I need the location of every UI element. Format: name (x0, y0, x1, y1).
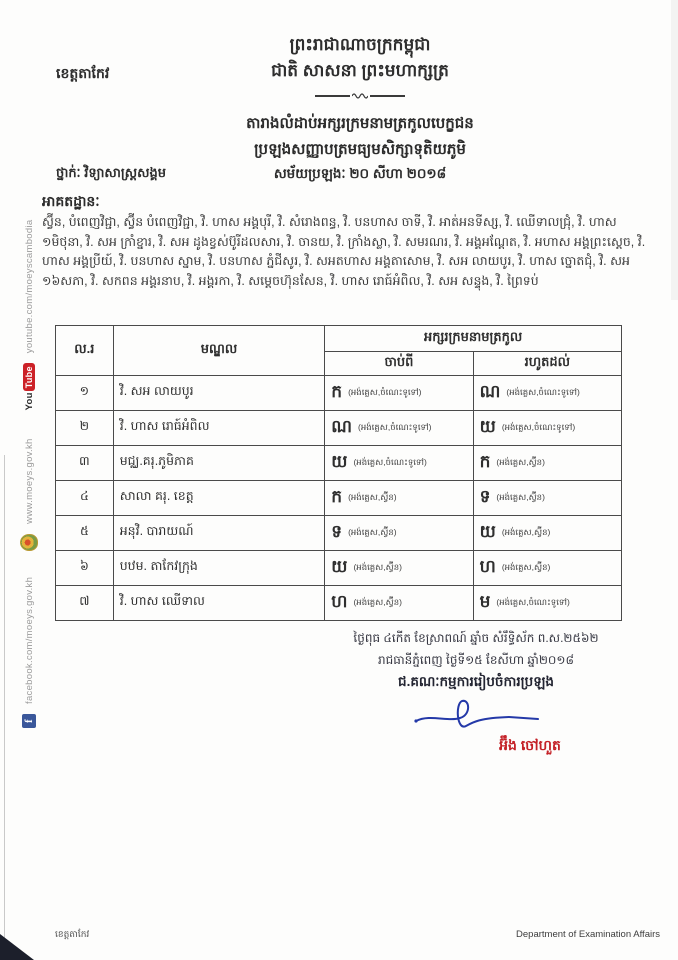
page-edge-shadow-right (671, 0, 678, 300)
range-from-cell (325, 446, 473, 481)
facebook-glyph: f (23, 719, 35, 723)
row-number: ៦ (56, 551, 114, 586)
range-to-cell (473, 516, 621, 551)
lunar-date-line: ថ្ងៃពុធ ៤កើត ខែស្រាពណ៍ ឆ្នាំច សំរឹទ្ធិស័ក ព.ស.២៥៦២ (353, 631, 599, 645)
to-letter: យ (479, 521, 496, 541)
kingdom-motto-line1: ព្រះរាជាណាចក្រកម្ពុជា (289, 35, 431, 54)
row-number: ២ (56, 411, 114, 446)
row-number: ៧ (56, 586, 114, 621)
column-header-center: មណ្ឌល (113, 326, 325, 376)
ornamental-divider (315, 92, 405, 100)
footer-province-small: ខេត្តតាកែវ (55, 929, 90, 939)
to-note: (អង់គ្លេស,ស្វ៊ីន) (496, 456, 545, 467)
from-note: (អង់គ្លេស,ស្វ៊ីន) (348, 526, 397, 537)
to-note: (អង់គ្លេស,ស្វ៊ីន) (496, 491, 545, 502)
range-from-cell (325, 516, 473, 551)
row-number: ១ (56, 376, 114, 411)
from-note: (អង់គ្លេស,ស្វ៊ីន) (348, 491, 397, 502)
youtube-url-text: youtube.com/moeyscambodia (23, 219, 35, 354)
table-row (56, 376, 622, 411)
table-row (56, 551, 622, 586)
page-corner-fold (0, 934, 34, 960)
youtube-logo (23, 363, 35, 410)
sources-paragraph: ស្វ៊ីន, បំពេញវិជ្ជា, ស្វ៊ីន បំពេញវិជ្ជា, វិ. ហាស អង្គបុរី, វិ. សំរោងពន្ធ, វិ. បនហាស ចាទី, វិ. អាត់អនទីស្ស, វិ. ឈើទាលជ្រុំ, វិ. ហាស ១មិថុនា, វិ. សអ ក្រាំខ្នារ, វិ. សអ ដូងខ្វស់ប៊ូរីដលសារ, វិ. ចានយ, វិ. ក្រាំងស្លា, វិ. សមរណរ, វិ. អង្គអណ្តែត, វិ. អហាស អង្គព្រះស្តេច, វិ. ហាស អង្គប្រីយ៍, វិ. បនហាស ស្នាម, វិ. បនហាស ភ្នំជីសូរ, វិ. សអតហាស អង្គតាសោម, វិ. សអ លាយបូរ, វិ. ហាស ច្នោតជុំ, វិ. សអ ១៦សភា, វិ. សកពន អង្គរនាប, វិ. អង្គរកា, វិ. សម្តេចហ៊ុនសែន, វិ. ហាស រោធ៍អំពិល, វិ. សអ សន្ទុង, វិ. ព្រៃទប់ (42, 215, 646, 288)
row-number: ៥ (56, 516, 114, 551)
department-footer-label: Department of Examination Affairs (516, 929, 660, 940)
class-label: ថ្នាក់ៈ វិទ្យាសាស្ត្រសង្គម (56, 165, 167, 180)
exam-centers-table (55, 325, 622, 621)
range-to-cell (473, 411, 621, 446)
from-note: (អង់គ្លេស,ស្វ៊ីន) (353, 596, 402, 607)
signature-stroke-icon (412, 692, 546, 738)
from-letter: ទ (331, 521, 343, 541)
from-note: (អង់គ្លេស,ស្វ៊ីន) (353, 561, 402, 572)
range-to-cell (473, 446, 621, 481)
range-to-cell (473, 551, 621, 586)
from-note: (អង់គ្លេស,ចំណេះទូទៅ) (353, 456, 427, 467)
from-letter: ណ (331, 416, 353, 436)
to-note: (អង់គ្លេស,ចំណេះទូទៅ) (506, 386, 580, 397)
table-row (56, 446, 622, 481)
from-letter: ក (331, 381, 343, 401)
exam-center-name: អនុវិ. បារាយណ៍ (113, 516, 325, 551)
range-to-cell (473, 376, 621, 411)
to-letter: ក (479, 451, 491, 471)
divider-squiggle-icon (352, 92, 368, 100)
document-title-line2: ប្រឡងសញ្ញាបត្រមធ្យមសិក្សាទុតិយភូមិ (254, 141, 466, 158)
range-from-cell (325, 411, 473, 446)
range-to-cell (473, 481, 621, 516)
exam-center-name: វិ. ហាស រោធ៍អំពិល (113, 411, 325, 446)
document-title-line1: តារាងលំដាប់អក្សរក្រមនាមត្រកូលបេក្ខជន (246, 115, 474, 132)
row-number: ៣ (56, 446, 114, 481)
table-row (56, 411, 622, 446)
table-row (56, 586, 622, 621)
range-from-cell (325, 481, 473, 516)
facebook-icon (22, 714, 36, 728)
from-letter: យ (331, 451, 348, 471)
range-from-cell (325, 551, 473, 586)
committee-line: ជ.គណៈកម្មការរៀបចំការប្រឡង (398, 674, 554, 689)
exam-center-name: វិ. ហាស ឈើទាល (113, 586, 325, 621)
to-letter: យ (479, 416, 496, 436)
column-header-number: ល.រ (56, 326, 114, 376)
from-letter: ហ (331, 591, 348, 611)
gregorian-date-line: រាជធានីភ្នំពេញ ថ្ងៃទី១៥ ខែសីហា ឆ្នាំ២០១៨ (377, 653, 575, 667)
from-note: (អង់គ្លេស,ចំណេះទូទៅ) (358, 421, 432, 432)
exam-center-name: វិ. សអ លាយបូរ (113, 376, 325, 411)
kingdom-motto-line2: ជាតិ សាសនា ព្រះមហាក្សត្រ (271, 61, 449, 80)
to-letter: ហ (479, 556, 496, 576)
to-note: (អង់គ្លេស,ស្វ៊ីន) (501, 561, 551, 572)
youtube-you-text: You (23, 392, 35, 411)
range-from-cell (325, 376, 473, 411)
signer-name: អ៊ឹង ចៅហួត (499, 737, 561, 753)
table-row (56, 481, 622, 516)
row-number: ៤ (56, 481, 114, 516)
column-header-surname-range: អក្សរក្រមនាមត្រកូល (325, 326, 622, 352)
to-letter: ម (479, 591, 491, 611)
sources-heading: អាគតដ្ឋានៈ (42, 193, 100, 209)
from-note: (អង់គ្លេស,ចំណេះទូទៅ) (348, 386, 422, 397)
exam-center-name: បឋម. តាកែវក្រុង (113, 551, 325, 586)
to-letter: ណ (479, 381, 501, 401)
to-note: (អង់គ្លេស,ចំណេះទូទៅ) (501, 421, 576, 432)
to-note: (អង់គ្លេស,ស្វ៊ីន) (501, 526, 551, 537)
website-url-text: www.moeys.gov.kh (23, 438, 35, 524)
range-from-cell (325, 586, 473, 621)
range-to-cell (473, 586, 621, 621)
youtube-tube-badge: Tube (23, 363, 35, 391)
column-header-to: រហូតដល់ (473, 352, 621, 376)
page-edge-line-left (4, 455, 5, 960)
province-label: ខេត្តតាកែវ (56, 65, 110, 81)
table-row (56, 516, 622, 551)
column-header-from: ចាប់ពី (325, 352, 473, 376)
from-letter: យ (331, 556, 348, 576)
social-sidebar (12, 203, 46, 728)
exam-center-name: មជ្ឈ.គរុ.ភូមិភាគ (113, 446, 325, 481)
exam-center-name: សាលា គរុ. ខេត្ត (113, 481, 325, 516)
exam-session-label: សម័យប្រឡងៈ ២០ សីហា ២០១៨ (273, 166, 447, 181)
facebook-url-text: facebook.com/moeys.gov.kh (23, 576, 35, 704)
from-letter: ក (331, 486, 343, 506)
to-note: (អង់គ្លេស,ចំណេះទូទៅ) (496, 596, 570, 607)
moeys-crest-icon (20, 534, 38, 551)
to-letter: ទ (479, 486, 491, 506)
